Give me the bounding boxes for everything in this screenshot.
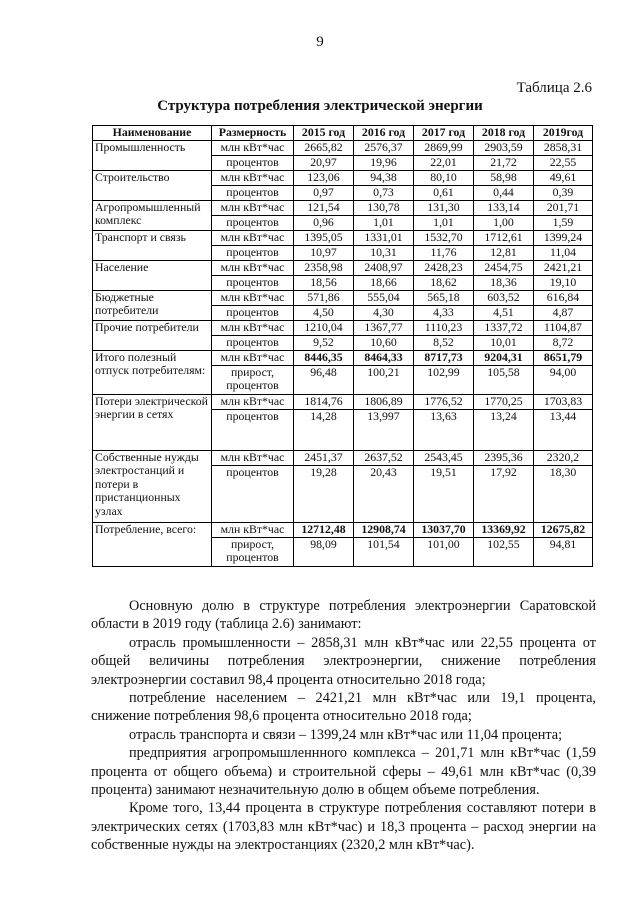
unit-cell: млн кВт*час: [212, 170, 294, 185]
value-cell: 0,73: [354, 185, 414, 200]
value-cell: 10,01: [474, 335, 534, 350]
value-cell: 2320,2: [534, 450, 593, 465]
unit-cell: млн кВт*час: [212, 260, 294, 275]
header-year: 2018 год: [474, 126, 534, 141]
value-cell: 8446,35: [294, 350, 354, 365]
unit-cell: процентов: [212, 215, 294, 230]
header-year: 2019год: [534, 126, 593, 141]
table-row: [93, 230, 593, 245]
value-cell: 11,04: [534, 245, 593, 260]
value-cell: 1703,83: [534, 394, 593, 409]
body-paragraph: потребление населением – 2421,21 млн кВт*час или 19,1 процента, снижение потребления 98,6 процента относительно 2018 года;: [91, 690, 596, 725]
value-cell: 101,54: [354, 537, 414, 566]
value-cell: 13,997: [354, 409, 414, 450]
value-cell: 616,84: [534, 290, 593, 305]
table-body: [93, 140, 593, 566]
value-cell: 22,55: [534, 155, 593, 170]
value-cell: 12908,74: [354, 522, 414, 537]
value-cell: 58,98: [474, 170, 534, 185]
value-cell: 121,54: [294, 200, 354, 215]
value-cell: 19,51: [414, 465, 474, 522]
value-cell: 0,61: [414, 185, 474, 200]
value-cell: 1399,24: [534, 230, 593, 245]
unit-cell: прирост, процентов: [212, 537, 294, 566]
value-cell: 1367,77: [354, 320, 414, 335]
table-row: [93, 290, 593, 305]
value-cell: 1337,72: [474, 320, 534, 335]
value-cell: 17,92: [474, 465, 534, 522]
table-row: [93, 170, 593, 185]
value-cell: 49,61: [534, 170, 593, 185]
table-label: Таблица 2.6: [516, 80, 592, 96]
value-cell: 1331,01: [354, 230, 414, 245]
row-label: Собственные нужды электростанций и потери в пристанционных узлах: [93, 450, 212, 522]
row-label: Бюджетные потребители: [93, 290, 212, 320]
value-cell: 19,10: [534, 275, 593, 290]
table-row: [93, 394, 593, 409]
value-cell: 11,76: [414, 245, 474, 260]
header-year: 2016 год: [354, 126, 414, 141]
value-cell: 1210,04: [294, 320, 354, 335]
value-cell: 13369,92: [474, 522, 534, 537]
value-cell: 102,55: [474, 537, 534, 566]
value-cell: 80,10: [414, 170, 474, 185]
value-cell: 1770,25: [474, 394, 534, 409]
unit-cell: млн кВт*час: [212, 450, 294, 465]
value-cell: 2421,21: [534, 260, 593, 275]
table-row: [93, 260, 593, 275]
value-cell: 571,86: [294, 290, 354, 305]
value-cell: 9204,31: [474, 350, 534, 365]
unit-cell: процентов: [212, 409, 294, 450]
value-cell: 2858,31: [534, 140, 593, 155]
value-cell: 18,66: [354, 275, 414, 290]
value-cell: 12,81: [474, 245, 534, 260]
value-cell: 123,06: [294, 170, 354, 185]
value-cell: 0,96: [294, 215, 354, 230]
value-cell: 18,56: [294, 275, 354, 290]
unit-cell: процентов: [212, 275, 294, 290]
value-cell: 0,97: [294, 185, 354, 200]
row-label: Население: [93, 260, 212, 290]
value-cell: 2903,59: [474, 140, 534, 155]
row-label: Промышленность: [93, 140, 212, 170]
value-cell: 10,31: [354, 245, 414, 260]
row-label: Прочие потребители: [93, 320, 212, 350]
value-cell: 12712,48: [294, 522, 354, 537]
value-cell: 10,97: [294, 245, 354, 260]
value-cell: 13037,70: [414, 522, 474, 537]
value-cell: 12675,82: [534, 522, 593, 537]
value-cell: 94,81: [534, 537, 593, 566]
value-cell: 1814,76: [294, 394, 354, 409]
value-cell: 94,38: [354, 170, 414, 185]
value-cell: 2543,45: [414, 450, 474, 465]
row-label: Потери электрической энергии в сетях: [93, 394, 212, 450]
value-cell: 14,28: [294, 409, 354, 450]
value-cell: 131,30: [414, 200, 474, 215]
unit-cell: процентов: [212, 185, 294, 200]
body-paragraph: Кроме того, 13,44 процента в структуре потребления составляют потери в электрических сетях (1703,83 млн кВт*час) и 18,3 процента – расход энергии на собственные нужды на электростанциях (2320,2 млн кВт*час).: [91, 800, 596, 854]
unit-cell: млн кВт*час: [212, 290, 294, 305]
value-cell: 555,04: [354, 290, 414, 305]
row-label: Транспорт и связь: [93, 230, 212, 260]
value-cell: 18,30: [534, 465, 593, 522]
unit-cell: млн кВт*час: [212, 394, 294, 409]
value-cell: 1,59: [534, 215, 593, 230]
value-cell: 2576,37: [354, 140, 414, 155]
value-cell: 13,44: [534, 409, 593, 450]
value-cell: 96,48: [294, 365, 354, 394]
value-cell: 2454,75: [474, 260, 534, 275]
unit-cell: процентов: [212, 335, 294, 350]
value-cell: 2408,97: [354, 260, 414, 275]
header-name: Наименование: [93, 126, 212, 141]
unit-cell: процентов: [212, 245, 294, 260]
row-label: Строительство: [93, 170, 212, 200]
value-cell: 1,01: [414, 215, 474, 230]
value-cell: 18,36: [474, 275, 534, 290]
row-label: Агропромышленный комплекс: [93, 200, 212, 230]
value-cell: 0,44: [474, 185, 534, 200]
row-label: Итого полезный отпуск потребителям:: [93, 350, 212, 394]
header-year: 2015 год: [294, 126, 354, 141]
value-cell: 94,00: [534, 365, 593, 394]
body-paragraph: отрасль транспорта и связи – 1399,24 млн кВт*час или 11,04 процента;: [129, 726, 563, 743]
value-cell: 565,18: [414, 290, 474, 305]
value-cell: 1776,52: [414, 394, 474, 409]
unit-cell: процентов: [212, 305, 294, 320]
header-unit: Размерность: [212, 126, 294, 141]
value-cell: 4,30: [354, 305, 414, 320]
table-title: Структура потребления электрической энергии: [157, 98, 483, 114]
value-cell: 20,43: [354, 465, 414, 522]
unit-cell: млн кВт*час: [212, 320, 294, 335]
value-cell: 20,97: [294, 155, 354, 170]
unit-cell: млн кВт*час: [212, 140, 294, 155]
table-row: [93, 350, 593, 365]
value-cell: 19,28: [294, 465, 354, 522]
value-cell: 100,21: [354, 365, 414, 394]
value-cell: 1,01: [354, 215, 414, 230]
unit-cell: млн кВт*час: [212, 522, 294, 537]
row-label: Потребление, всего:: [93, 522, 212, 566]
table-row: [93, 320, 593, 335]
value-cell: 133,14: [474, 200, 534, 215]
value-cell: 8464,33: [354, 350, 414, 365]
value-cell: 1395,05: [294, 230, 354, 245]
value-cell: 8651,79: [534, 350, 593, 365]
value-cell: 2637,52: [354, 450, 414, 465]
value-cell: 101,00: [414, 537, 474, 566]
value-cell: 2665,82: [294, 140, 354, 155]
value-cell: 8717,73: [414, 350, 474, 365]
value-cell: 2869,99: [414, 140, 474, 155]
value-cell: 1110,23: [414, 320, 474, 335]
value-cell: 98,09: [294, 537, 354, 566]
consumption-table: [92, 125, 593, 567]
value-cell: 102,99: [414, 365, 474, 394]
unit-cell: млн кВт*час: [212, 350, 294, 365]
value-cell: 130,78: [354, 200, 414, 215]
table-row: [93, 522, 593, 537]
unit-cell: процентов: [212, 465, 294, 522]
table-row: [93, 200, 593, 215]
value-cell: 1,00: [474, 215, 534, 230]
value-cell: 2428,23: [414, 260, 474, 275]
value-cell: 13,24: [474, 409, 534, 450]
value-cell: 1712,61: [474, 230, 534, 245]
value-cell: 0,39: [534, 185, 593, 200]
unit-cell: млн кВт*час: [212, 200, 294, 215]
table-header-row: [93, 126, 593, 141]
value-cell: 18,62: [414, 275, 474, 290]
value-cell: 4,33: [414, 305, 474, 320]
header-year: 2017 год: [414, 126, 474, 141]
value-cell: 9,52: [294, 335, 354, 350]
value-cell: 21,72: [474, 155, 534, 170]
value-cell: 19,96: [354, 155, 414, 170]
value-cell: 4,87: [534, 305, 593, 320]
unit-cell: процентов: [212, 155, 294, 170]
table-row: [93, 140, 593, 155]
unit-cell: прирост, процентов: [212, 365, 294, 394]
body-paragraph: Основную долю в структуре потребления электроэнергии Саратовской области в 2019 году (таблица 2.6) занимают:: [91, 598, 596, 633]
value-cell: 1532,70: [414, 230, 474, 245]
table-row: [93, 450, 593, 465]
value-cell: 603,52: [474, 290, 534, 305]
value-cell: 2358,98: [294, 260, 354, 275]
value-cell: 8,52: [414, 335, 474, 350]
body-text: [91, 597, 596, 855]
value-cell: 22,01: [414, 155, 474, 170]
value-cell: 8,72: [534, 335, 593, 350]
unit-cell: млн кВт*час: [212, 230, 294, 245]
page-number: 9: [316, 34, 324, 50]
value-cell: 201,71: [534, 200, 593, 215]
value-cell: 2395,36: [474, 450, 534, 465]
body-paragraph: отрасль промышленности – 2858,31 млн кВт*час или 22,55 процента от общей величины потребления электроэнергии, снижение потребления электроэнергии составил 98,4 процента относительно 2018 года;: [91, 634, 596, 688]
value-cell: 1806,89: [354, 394, 414, 409]
value-cell: 105,58: [474, 365, 534, 394]
value-cell: 4,51: [474, 305, 534, 320]
value-cell: 10,60: [354, 335, 414, 350]
value-cell: 2451,37: [294, 450, 354, 465]
value-cell: 1104,87: [534, 320, 593, 335]
value-cell: 4,50: [294, 305, 354, 320]
body-paragraph: предприятия агропромышленнного комплекса – 201,71 млн кВт*час (1,59 процента от общего объема) и строительной сферы – 49,61 млн кВт*час (0,39 процента) занимают незначительную долю в общем объеме потребления.: [91, 745, 596, 799]
value-cell: 13,63: [414, 409, 474, 450]
